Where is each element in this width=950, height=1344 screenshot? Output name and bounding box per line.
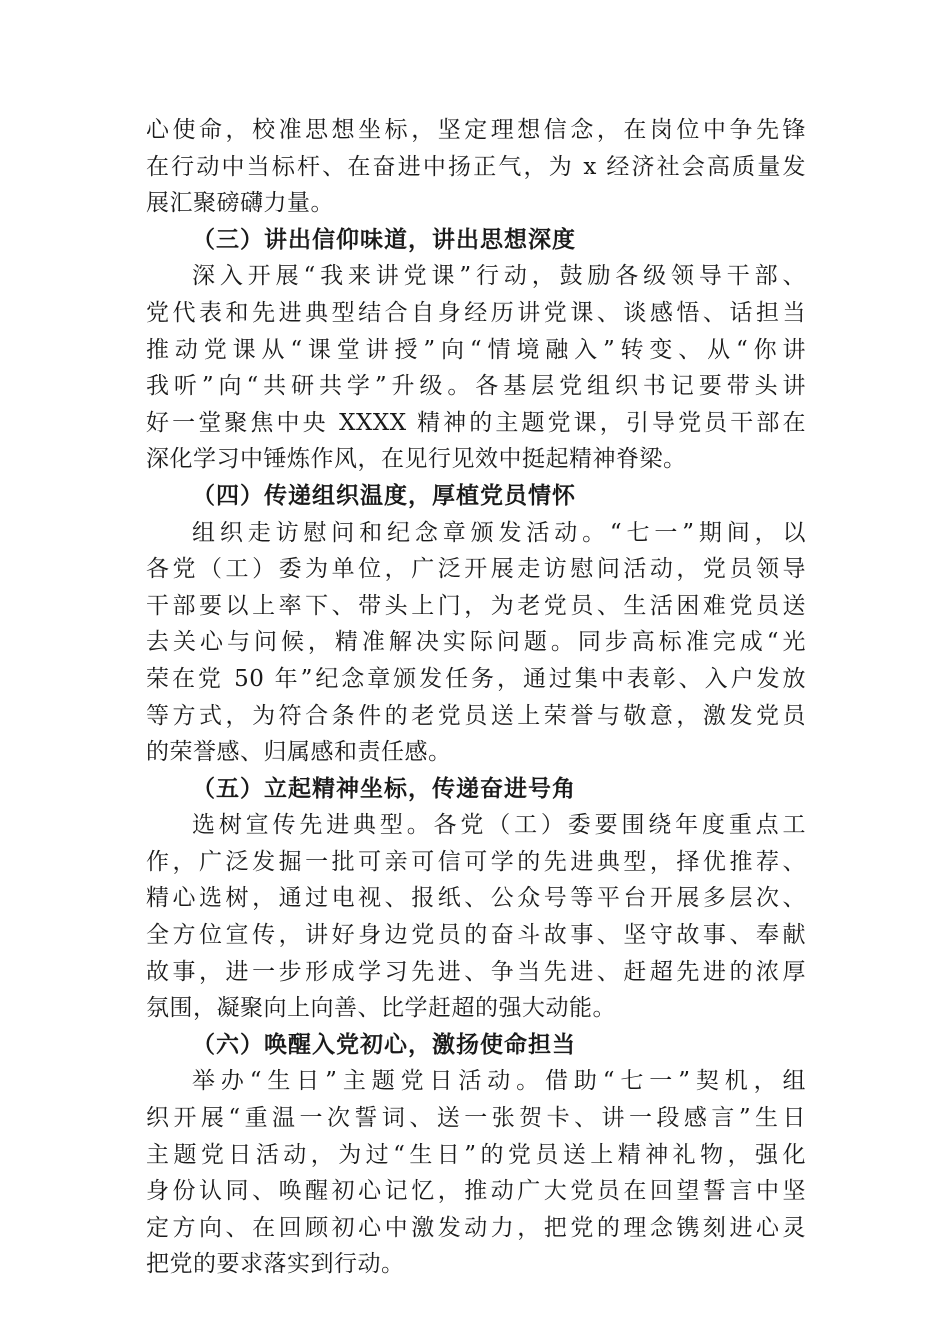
- paragraph-line: 举办“生日”主题党日活动。借助“七一”契机，组: [192, 1068, 806, 1095]
- section-paragraph-6: [146, 1063, 806, 1283]
- section-paragraph-3: [146, 258, 806, 478]
- paragraph-line: 好一堂聚焦中央 XXXX 精神的主题党课，引导党员干部在: [146, 409, 806, 436]
- document-page: [146, 112, 806, 1283]
- paragraph-line: 的荣誉感、归属感和责任感。: [146, 739, 452, 766]
- paragraph-line: 我听”向“共研共学”升级。各基层党组织书记要带头讲: [146, 373, 806, 400]
- paragraph-line: 等方式，为符合条件的老党员送上荣誉与敬意，激发党员: [146, 702, 806, 729]
- paragraph-line: 深化学习中锤炼作风，在见行见效中挺起精神脊梁。: [146, 446, 687, 473]
- section-paragraph-4: [146, 515, 806, 771]
- paragraph-line: 干部要以上率下、带头上门，为老党员、生活困难党员送: [146, 592, 806, 619]
- paragraph-line: 选树宣传先进典型。各党（工）委要围绕年度重点工: [192, 812, 806, 839]
- paragraph-line: 各党（工）委为单位，广泛开展走访慰问活动，党员领导: [146, 556, 806, 583]
- section-paragraph-5: [146, 807, 806, 1027]
- paragraph-line: 身份认同、唤醒初心记忆，推动广大党员在回望誓言中坚: [146, 1178, 806, 1205]
- paragraph-line: 推动党课从“课堂讲授”向“情境融入”转变、从“你讲: [146, 336, 806, 363]
- paragraph-line: 组织走访慰问和纪念章颁发活动。“七一”期间，以: [192, 519, 806, 546]
- section-heading-4: （四）传递组织温度，厚植党员情怀: [192, 481, 576, 509]
- paragraph-line: 织开展“重温一次誓词、送一张贺卡、讲一段感言”生日: [146, 1105, 806, 1132]
- paragraph-line: 主题党日活动，为过“生日”的党员送上精神礼物，强化: [146, 1141, 806, 1168]
- paragraph-line: 在行动中当标杆、在奋进中扬正气，为 x 经济社会高质量发: [146, 153, 806, 180]
- paragraph-line: 深入开展“我来讲党课”行动，鼓励各级领导干部、: [192, 263, 806, 290]
- paragraph-line: 把党的要求落实到行动。: [146, 1251, 405, 1278]
- paragraph-line: 全方位宣传，讲好身边党员的奋斗故事、坚守故事、奉献: [146, 922, 806, 949]
- paragraph-line: 去关心与问候，精准解决实际问题。同步高标准完成“光: [146, 629, 806, 656]
- paragraph-line: 心使命，校准思想坐标，坚定理想信念，在岗位中争先锋: [146, 117, 806, 143]
- paragraph-line: 氛围，凝聚向上向善、比学赶超的强大动能。: [146, 995, 616, 1022]
- section-heading-3: （三）讲出信仰味道，讲出思想深度: [192, 225, 576, 253]
- paragraph-line: 故事，进一步形成学习先进、争当先进、赶超先进的浓厚: [146, 958, 806, 985]
- paragraph-line: 作，广泛发掘一批可亲可信可学的先进典型，择优推荐、: [146, 848, 806, 875]
- intro-paragraph: [146, 112, 806, 222]
- paragraph-line: 精心选树，通过电视、报纸、公众号等平台开展多层次、: [146, 885, 806, 912]
- section-heading-5: （五）立起精神坐标，传递奋进号角: [192, 774, 576, 802]
- paragraph-line: 定方向、在回顾初心中激发动力，把党的理念镌刻进心灵: [146, 1214, 806, 1241]
- paragraph-line: 展汇聚磅礴力量。: [146, 190, 334, 217]
- section-heading-6: （六）唤醒入党初心，激扬使命担当: [192, 1030, 576, 1058]
- paragraph-line: 党代表和先进典型结合自身经历讲党课、谈感悟、话担当: [146, 299, 806, 326]
- paragraph-line: 荣在党 50 年”纪念章颁发任务，通过集中表彰、入户发放: [146, 665, 806, 692]
